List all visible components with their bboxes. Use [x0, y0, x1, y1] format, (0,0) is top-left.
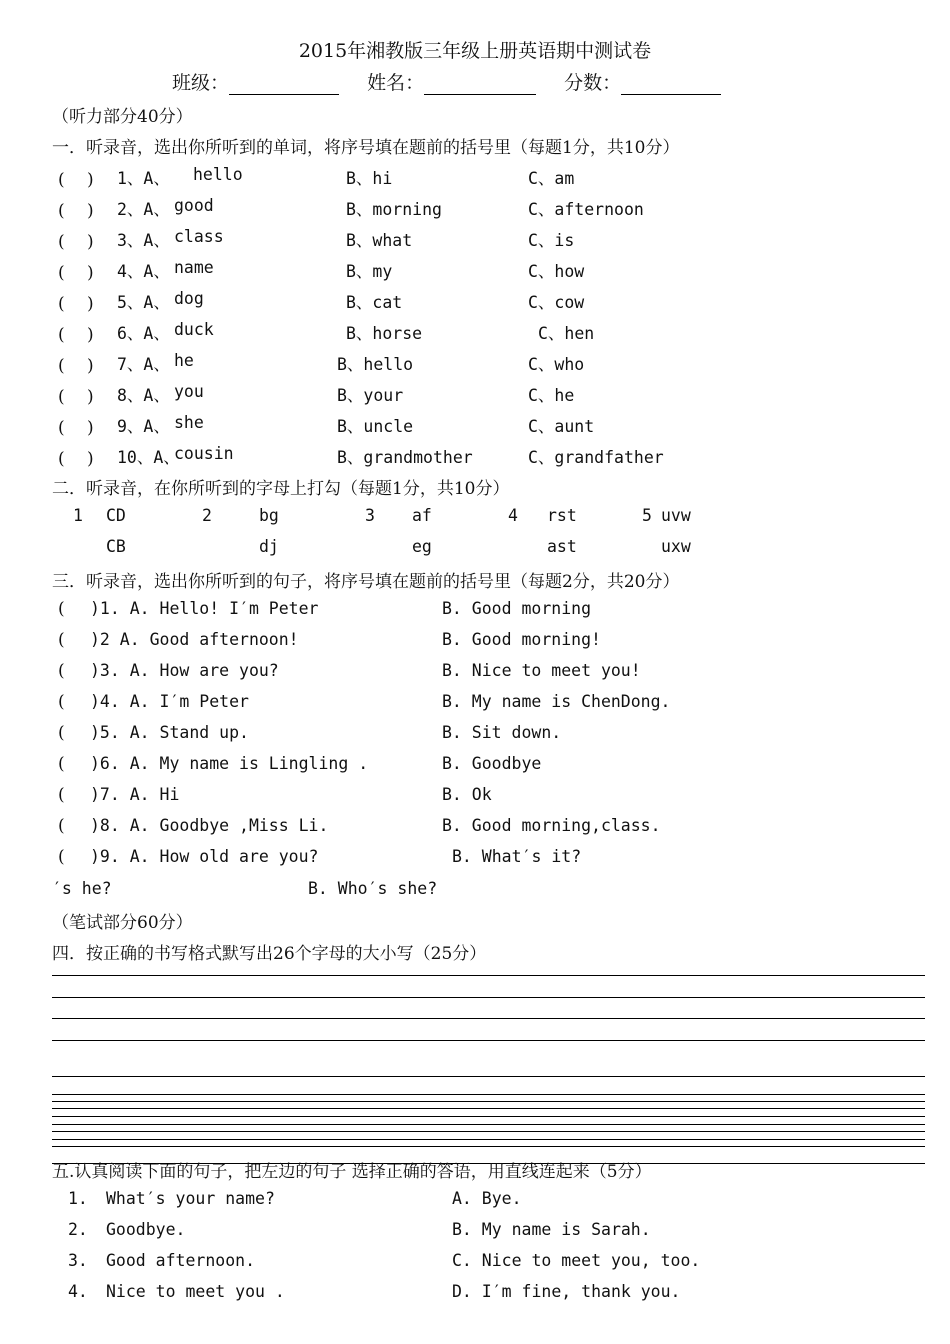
answer-bracket[interactable]: ( ): [58, 263, 94, 283]
letter-option-bottom[interactable]: dj: [259, 537, 279, 556]
option-a: name: [174, 258, 214, 277]
section2-heading: 二．听录音，在你所听到的字母上打勾（每题1分，共10分）: [52, 479, 510, 499]
section3-item10-a: ′s he?: [52, 879, 112, 898]
name-blank[interactable]: [424, 72, 536, 95]
option-c: C、cow: [528, 293, 585, 312]
option-a: duck: [174, 320, 214, 339]
sentence-a: )9. A. How old are you?: [90, 847, 319, 866]
option-a: good: [174, 196, 214, 215]
answer-bracket[interactable]: ( ): [58, 294, 94, 314]
answer-bracket[interactable]: ( ): [58, 356, 94, 376]
letter-group-number: 5: [642, 506, 652, 525]
letter-group-number: 2: [202, 506, 212, 525]
class-label: 班级：: [172, 72, 230, 94]
letter-option-top[interactable]: uvw: [661, 506, 691, 525]
class-blank[interactable]: [229, 72, 339, 95]
answer-bracket[interactable]: ( ): [58, 170, 94, 190]
letter-group-number: 4: [508, 506, 518, 525]
item-number: 9、A、: [117, 417, 170, 436]
match-number: 4.: [68, 1282, 88, 1301]
section4-heading: 四．按正确的书写格式默写出26个字母的大小写（25分）: [52, 944, 487, 964]
sentence-b: B. Nice to meet you!: [442, 661, 641, 680]
answer-bracket[interactable]: (: [58, 723, 65, 743]
match-left-sentence[interactable]: Good afternoon.: [106, 1251, 256, 1270]
answer-bracket[interactable]: (: [58, 816, 65, 836]
letter-group-number: 3: [365, 506, 375, 525]
sentence-a: )5. A. Stand up.: [90, 723, 249, 742]
item-number: 2、A、: [117, 200, 170, 219]
match-left-sentence[interactable]: Goodbye.: [106, 1220, 186, 1239]
section3-heading: 三．听录音，选出你所听到的句子，将序号填在题前的括号里（每题2分，共20分）: [52, 572, 680, 592]
sentence-a: )2 A. Good afternoon!: [90, 630, 299, 649]
option-b: B、hi: [346, 169, 393, 188]
writing-rule: [52, 997, 925, 998]
writing-note: （笔试部分60分）: [52, 913, 193, 933]
option-b: B、uncle: [337, 417, 414, 436]
writing-rule: [52, 1076, 925, 1077]
sentence-b: B. Goodbye: [442, 754, 542, 773]
section1-heading: 一．听录音，选出你所听到的单词，将序号填在题前的括号里（每题1分，共10分）: [52, 138, 680, 158]
sentence-b: B. What′s it?: [452, 847, 582, 866]
writing-rule: [52, 975, 925, 976]
letter-option-top[interactable]: af: [412, 506, 432, 525]
option-b: B、what: [346, 231, 413, 250]
option-b: B、grandmother: [337, 448, 473, 467]
answer-bracket[interactable]: (: [58, 599, 65, 619]
answer-bracket[interactable]: (: [58, 661, 65, 681]
answer-bracket[interactable]: ( ): [58, 325, 94, 345]
writing-rule: [52, 1108, 925, 1109]
option-a: you: [174, 382, 204, 401]
writing-rule: [52, 1116, 925, 1117]
answer-bracket[interactable]: ( ): [58, 387, 94, 407]
item-number: 4、A、: [117, 262, 170, 281]
sentence-b: B. Sit down.: [442, 723, 562, 742]
writing-rule: [52, 1131, 925, 1132]
sentence-b: B. Ok: [442, 785, 492, 804]
letter-group-number: 1: [73, 506, 83, 525]
score-blank[interactable]: [621, 72, 721, 95]
letter-option-bottom[interactable]: ast: [547, 537, 577, 556]
section3-item10-b: B. Who′s she?: [308, 879, 438, 898]
name-label: 姓名：: [367, 72, 425, 94]
option-a: he: [174, 351, 194, 370]
listening-note: （听力部分40分）: [52, 107, 193, 127]
option-a: dog: [174, 289, 204, 308]
student-info-row: [172, 68, 743, 95]
sentence-a: )1. A. Hello! I′m Peter: [90, 599, 319, 618]
sentence-a: )6. A. My name is Lingling .: [90, 754, 369, 773]
option-c: C、who: [528, 355, 585, 374]
option-b: B、my: [346, 262, 393, 281]
item-number: 6、A、: [117, 324, 170, 343]
option-b: B、horse: [346, 324, 423, 343]
letter-option-bottom[interactable]: uxw: [661, 537, 691, 556]
writing-rule: [52, 1094, 925, 1095]
writing-rule: [52, 1040, 925, 1041]
sentence-a: )8. A. Goodbye ,Miss Li.: [90, 816, 329, 835]
option-b: B、hello: [337, 355, 414, 374]
option-c: C、am: [528, 169, 575, 188]
option-c: C、hen: [538, 324, 595, 343]
writing-rule: [52, 1101, 925, 1102]
answer-bracket[interactable]: (: [58, 847, 65, 867]
sentence-b: B. Good morning: [442, 599, 592, 618]
match-number: 1.: [68, 1189, 88, 1208]
item-number: 7、A、: [117, 355, 170, 374]
match-number: 3.: [68, 1251, 88, 1270]
writing-rule: [52, 1124, 925, 1125]
answer-bracket[interactable]: ( ): [58, 418, 94, 438]
answer-bracket[interactable]: ( ): [58, 201, 94, 221]
sentence-a: )3. A. How are you?: [90, 661, 279, 680]
match-right-answer[interactable]: D. I′m fine, thank you.: [452, 1282, 681, 1301]
section5-heading: 五.认真阅读下面的句子，把左边的句子 选择正确的答语，用直线连起来（5分）: [52, 1162, 652, 1182]
match-right-answer[interactable]: B. My name is Sarah.: [452, 1220, 651, 1239]
answer-bracket[interactable]: (: [58, 754, 65, 774]
item-number: 5、A、: [117, 293, 170, 312]
option-c: C、aunt: [528, 417, 595, 436]
option-a: class: [174, 227, 224, 246]
writing-rule: [52, 1146, 925, 1147]
option-c: C、grandfather: [528, 448, 664, 467]
match-left-sentence[interactable]: What′s your name?: [106, 1189, 275, 1208]
item-number: 8、A、: [117, 386, 170, 405]
match-right-answer[interactable]: C. Nice to meet you, too.: [452, 1251, 701, 1270]
answer-bracket[interactable]: (: [58, 785, 65, 805]
option-c: C、he: [528, 386, 575, 405]
item-number: 1、A、: [117, 169, 170, 188]
letter-option-bottom[interactable]: eg: [412, 537, 432, 556]
match-number: 2.: [68, 1220, 88, 1239]
writing-rule: [52, 1139, 925, 1140]
sentence-a: )7. A. Hi: [90, 785, 180, 804]
option-b: B、cat: [346, 293, 403, 312]
option-a: hello: [193, 165, 243, 184]
sentence-b: B. Good morning!: [442, 630, 601, 649]
option-a: she: [174, 413, 204, 432]
answer-bracket[interactable]: (: [58, 692, 65, 712]
option-c: C、how: [528, 262, 585, 281]
match-left-sentence[interactable]: Nice to meet you .: [106, 1282, 285, 1301]
sentence-b: B. Good morning,class.: [442, 816, 661, 835]
item-number: 10、A、: [117, 448, 180, 467]
sentence-b: B. My name is ChenDong.: [442, 692, 671, 711]
score-label: 分数：: [564, 72, 622, 94]
match-right-answer[interactable]: A. Bye.: [452, 1189, 522, 1208]
option-c: C、is: [528, 231, 575, 250]
answer-bracket[interactable]: ( ): [58, 232, 94, 252]
letter-option-top[interactable]: CD: [106, 506, 126, 525]
answer-bracket[interactable]: (: [58, 630, 65, 650]
answer-bracket[interactable]: ( ): [58, 449, 94, 469]
option-a: cousin: [174, 444, 234, 463]
letter-option-top[interactable]: bg: [259, 506, 279, 525]
option-b: B、morning: [346, 200, 442, 219]
option-c: C、afternoon: [528, 200, 644, 219]
item-number: 3、A、: [117, 231, 170, 250]
sentence-a: )4. A. I′m Peter: [90, 692, 249, 711]
letter-option-top[interactable]: rst: [547, 506, 577, 525]
option-b: B、your: [337, 386, 404, 405]
letter-option-bottom[interactable]: CB: [106, 537, 126, 556]
exam-title: 2015年湘教版三年级上册英语期中测试卷: [298, 40, 652, 62]
writing-rule: [52, 1018, 925, 1019]
